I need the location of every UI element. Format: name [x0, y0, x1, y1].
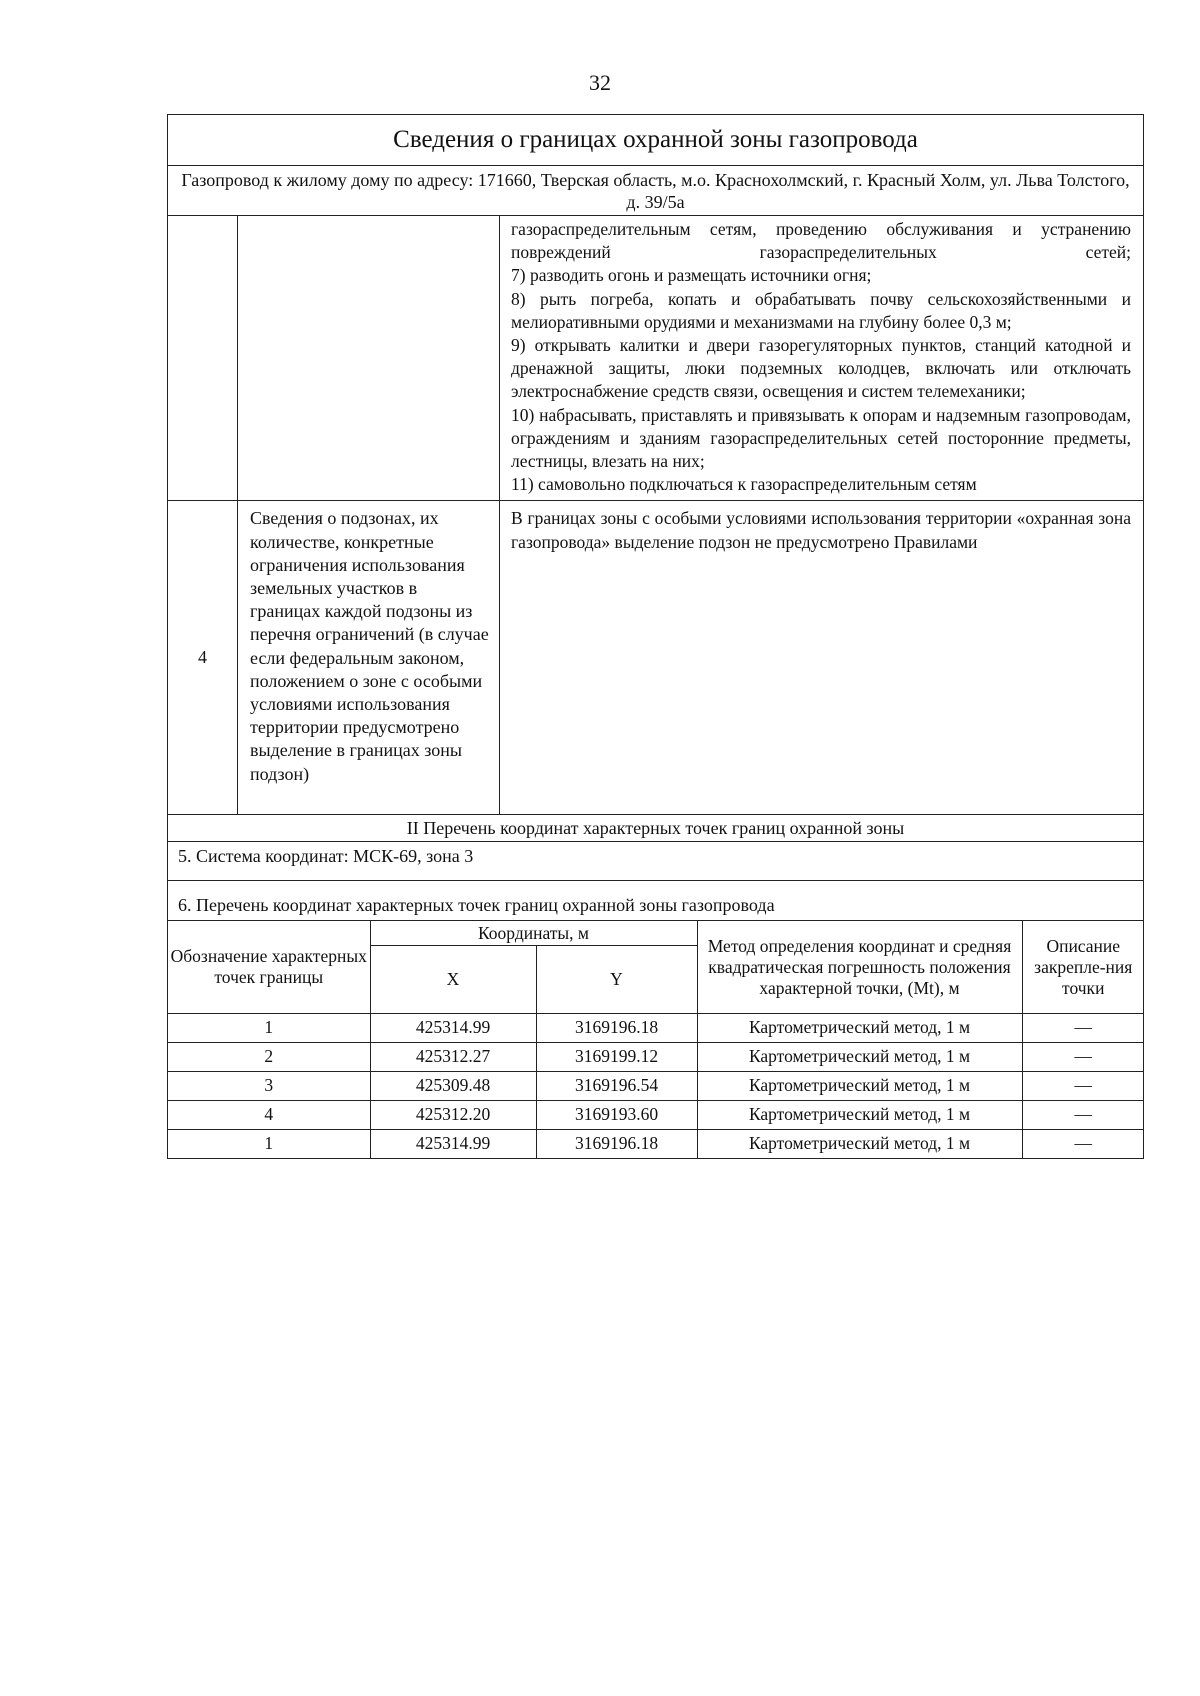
page-number: 32	[589, 70, 611, 95]
description-value: —	[1022, 1071, 1144, 1100]
coordinates-table	[168, 921, 1144, 1158]
table-row	[168, 1129, 1144, 1158]
method-value: Картометрический метод, 1 м	[697, 1042, 1022, 1071]
header-coordinates: Координаты, м	[370, 921, 697, 945]
header-method: Метод определения координат и средняя квадратическая погрешность положения характерной точки, (Мt), м	[697, 921, 1022, 1013]
header-x: X	[370, 945, 536, 1013]
method-value: Картометрический метод, 1 м	[697, 1013, 1022, 1042]
point-id: 3	[168, 1071, 370, 1100]
point-id: 1	[168, 1013, 370, 1042]
y-value: 3169196.18	[536, 1013, 697, 1042]
description-value: —	[1022, 1042, 1144, 1071]
subzone-value: В границах зоны с особыми условиями использования территории «охранная зона газопровода» выделение подзон не предусмотрено Правилами	[500, 501, 1144, 815]
restriction-line: 7) разводить огонь и размещать источники огня;	[511, 265, 872, 286]
method-value: Картометрический метод, 1 м	[697, 1129, 1022, 1158]
table-row	[168, 1100, 1144, 1129]
table-row	[168, 1013, 1144, 1042]
x-value: 425312.20	[370, 1100, 536, 1129]
protection-zone-table	[167, 114, 1144, 1159]
restriction-line: 11) самовольно подключаться к газораспределительным сетям	[511, 474, 977, 495]
y-value: 3169193.60	[536, 1100, 697, 1129]
table-row	[168, 1071, 1144, 1100]
y-value: 3169196.54	[536, 1071, 697, 1100]
x-value: 425314.99	[370, 1013, 536, 1042]
restriction-line: 8) рыть погреба, копать и обрабатывать почву сельскохозяйственными и мелиоративными орудиями и механизмами на глубину более 0,3 м;	[511, 288, 1132, 332]
x-value: 425312.27	[370, 1042, 536, 1071]
subzone-label: Сведения о подзонах, их количестве, конкретные ограничения использования земельных участков в границах каждой подзоны из перечня ограничений (в случае если федеральным законом, положением о зоне с особыми условиями использования территории предусмотрено выделение в границах зоны подзон)	[238, 501, 500, 815]
method-value: Картометрический метод, 1 м	[697, 1100, 1022, 1129]
row-number: 4	[168, 501, 238, 815]
gas-pipeline-address: Газопровод к жилому дому по адресу: 171660, Тверская область, м.о. Краснохолмский, г. Красный Холм, ул. Льва Толстого, д. 39/5а	[168, 166, 1144, 216]
point-id: 1	[168, 1129, 370, 1158]
x-value: 425309.48	[370, 1071, 536, 1100]
restrictions-continuation	[500, 216, 1144, 501]
point-id: 2	[168, 1042, 370, 1071]
continuation-number-cell	[168, 216, 238, 501]
method-value: Картометрический метод, 1 м	[697, 1071, 1022, 1100]
description-value: —	[1022, 1100, 1144, 1129]
description-value: —	[1022, 1129, 1144, 1158]
header-description: Описание закрепле-ния точки	[1022, 921, 1144, 1013]
x-value: 425314.99	[370, 1129, 536, 1158]
y-value: 3169199.12	[536, 1042, 697, 1071]
document-title: Сведения о границах охранной зоны газопровода	[168, 115, 1144, 166]
points-list-title: 6. Перечень координат характерных точек границ охранной зоны газопровода	[168, 881, 1144, 921]
description-value: —	[1022, 1013, 1144, 1042]
header-y: Y	[536, 945, 697, 1013]
coordinate-system: 5. Система координат: МСК-69, зона 3	[168, 842, 1144, 881]
restriction-line: 9) открывать калитки и двери газорегуляторных пунктов, станций катодной и дренажной защиты, люки подземных колодцев, включать или отключать электроснабжение средств связи, освещения и систем телемеханики;	[511, 335, 1132, 402]
continuation-label-cell	[238, 216, 500, 501]
point-id: 4	[168, 1100, 370, 1129]
table-row	[168, 1042, 1144, 1071]
section-2-title: II Перечень координат характерных точек границ охранной зоны	[168, 815, 1144, 842]
y-value: 3169196.18	[536, 1129, 697, 1158]
restriction-line: 10) набрасывать, приставлять и привязывать к опорам и надземным газопроводам, ограждениям и зданиям газораспределительных сетей посторонние предметы, лестницы, влезать на них;	[511, 404, 1132, 472]
header-point: Обозначение характерных точек границы	[168, 921, 370, 1013]
coordinates-table-cell	[168, 921, 1144, 1159]
restriction-line: газораспределительным сетям, проведению обслуживания и устранению повреждений газораспределительных сетей;	[511, 219, 1132, 263]
